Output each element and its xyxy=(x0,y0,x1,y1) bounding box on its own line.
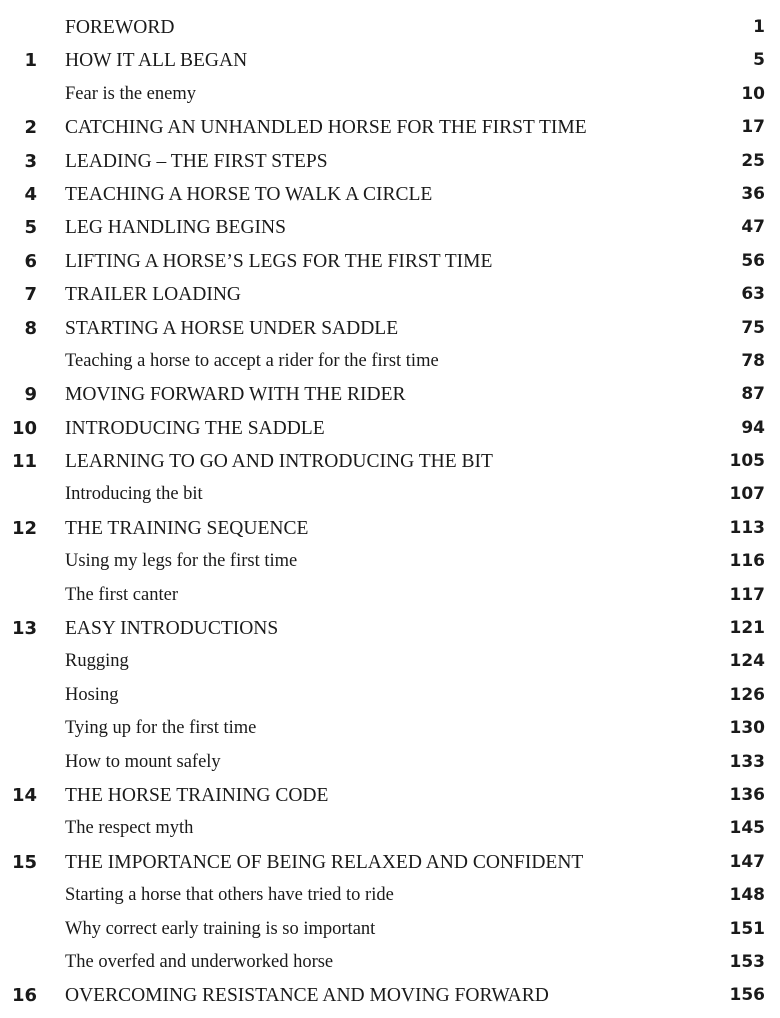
toc-chapter-row[interactable] xyxy=(0,380,780,413)
chapter-number: 13 xyxy=(11,618,37,640)
page-number: 47 xyxy=(741,217,765,238)
page-number: 117 xyxy=(729,584,765,605)
page-number: 113 xyxy=(729,517,765,538)
section-title[interactable]: Rugging xyxy=(65,651,129,672)
toc-section-row[interactable] xyxy=(0,480,780,513)
page-number: 151 xyxy=(729,918,765,939)
toc-chapter-row[interactable] xyxy=(0,147,780,180)
toc-chapter-row[interactable] xyxy=(0,213,780,246)
chapter-title[interactable]: INTRODUCING THE SADDLE xyxy=(65,417,325,439)
page-number: 75 xyxy=(741,317,765,338)
toc-chapter-row[interactable] xyxy=(0,414,780,447)
chapter-number: 4 xyxy=(24,183,37,205)
toc-chapter-row[interactable] xyxy=(0,247,780,280)
chapter-title[interactable]: OVERCOMING RESISTANCE AND MOVING FORWARD xyxy=(65,985,549,1007)
chapter-number: 2 xyxy=(24,117,37,139)
chapter-number: 6 xyxy=(24,250,37,272)
chapter-number: 12 xyxy=(11,517,37,539)
page-number: 126 xyxy=(729,684,765,705)
toc-chapter-row[interactable] xyxy=(0,13,780,46)
chapter-number: 15 xyxy=(11,851,37,873)
page-number: 17 xyxy=(741,117,765,138)
page-number: 147 xyxy=(729,851,765,872)
chapter-title[interactable]: LEARNING TO GO AND INTRODUCING THE BIT xyxy=(65,451,493,473)
page-number: 130 xyxy=(729,718,765,739)
page-number: 153 xyxy=(729,951,765,972)
page-number: 36 xyxy=(741,183,765,204)
chapter-title[interactable]: TRAILER LOADING xyxy=(65,284,242,306)
section-title[interactable]: Tying up for the first time xyxy=(65,718,257,739)
chapter-number: 9 xyxy=(24,384,37,406)
page-number: 121 xyxy=(729,618,765,639)
chapter-title[interactable]: LIFTING A HORSE’S LEGS FOR THE FIRST TIME xyxy=(65,250,493,272)
page-number: 156 xyxy=(729,985,765,1006)
chapter-number: 7 xyxy=(24,284,37,306)
toc-chapter-row[interactable] xyxy=(0,46,780,79)
page-number: 5 xyxy=(753,50,765,71)
toc-section-row[interactable] xyxy=(0,748,780,781)
chapter-title[interactable]: TEACHING A HORSE TO WALK A CIRCLE xyxy=(65,183,433,205)
page-number: 56 xyxy=(741,250,765,271)
chapter-title[interactable]: THE HORSE TRAINING CODE xyxy=(65,784,329,806)
page-number: 116 xyxy=(729,551,765,572)
toc-section-row[interactable] xyxy=(0,814,780,847)
section-title[interactable]: The respect myth xyxy=(65,818,194,839)
toc-chapter-row[interactable] xyxy=(0,614,780,647)
section-title[interactable]: Starting a horse that others have tried to ride xyxy=(65,885,394,906)
page-number: 78 xyxy=(741,350,765,371)
page-number: 25 xyxy=(741,150,765,171)
page-number: 105 xyxy=(729,451,765,472)
toc-section-row[interactable] xyxy=(0,647,780,680)
toc-section-row[interactable] xyxy=(0,581,780,614)
chapter-title[interactable]: STARTING A HORSE UNDER SADDLE xyxy=(65,317,399,339)
table-of-contents xyxy=(0,13,780,1015)
toc-chapter-row[interactable] xyxy=(0,180,780,213)
section-title[interactable]: The overfed and underworked horse xyxy=(65,951,334,972)
section-title[interactable]: Using my legs for the first time xyxy=(65,551,298,572)
section-title[interactable]: How to mount safely xyxy=(65,751,221,772)
toc-section-row[interactable] xyxy=(0,681,780,714)
toc-section-row[interactable] xyxy=(0,547,780,580)
chapter-number: 14 xyxy=(11,784,37,806)
toc-section-row[interactable] xyxy=(0,948,780,981)
page-number: 133 xyxy=(729,751,765,772)
toc-section-row[interactable] xyxy=(0,347,780,380)
section-title[interactable]: Teaching a horse to accept a rider for the first time xyxy=(65,350,439,371)
toc-chapter-row[interactable] xyxy=(0,280,780,313)
toc-chapter-row[interactable] xyxy=(0,447,780,480)
chapter-title[interactable]: CATCHING AN UNHANDLED HORSE FOR THE FIRST TIME xyxy=(65,117,587,139)
toc-chapter-row[interactable] xyxy=(0,848,780,881)
chapter-number: 16 xyxy=(11,985,37,1007)
page-number: 145 xyxy=(729,818,765,839)
chapter-number: 8 xyxy=(24,317,37,339)
toc-section-row[interactable] xyxy=(0,80,780,113)
chapter-title[interactable]: LEG HANDLING BEGINS xyxy=(65,217,286,239)
page-number: 148 xyxy=(729,885,765,906)
chapter-title[interactable]: LEADING – THE FIRST STEPS xyxy=(65,150,328,172)
chapter-number: 5 xyxy=(24,217,37,239)
toc-chapter-row[interactable] xyxy=(0,113,780,146)
chapter-number: 10 xyxy=(11,417,37,439)
chapter-title[interactable]: MOVING FORWARD WITH THE RIDER xyxy=(65,384,406,406)
page-number: 107 xyxy=(729,484,765,505)
section-title[interactable]: Fear is the enemy xyxy=(65,83,196,104)
chapter-title[interactable]: FOREWORD xyxy=(65,17,175,38)
chapter-number: 11 xyxy=(11,451,37,473)
page-number: 94 xyxy=(741,417,765,438)
page-number: 63 xyxy=(741,284,765,305)
page-number: 87 xyxy=(741,384,765,405)
chapter-number: 3 xyxy=(24,150,37,172)
chapter-title[interactable]: HOW IT ALL BEGAN xyxy=(65,50,248,72)
page-number: 124 xyxy=(729,651,765,672)
toc-section-row[interactable] xyxy=(0,881,780,914)
chapter-number: 1 xyxy=(24,50,37,72)
toc-chapter-row[interactable] xyxy=(0,781,780,814)
page-number: 136 xyxy=(729,784,765,805)
toc-chapter-row[interactable] xyxy=(0,314,780,347)
page-number: 1 xyxy=(753,17,765,37)
section-title[interactable]: Hosing xyxy=(65,684,119,705)
section-title[interactable]: Why correct early training is so important xyxy=(65,918,376,939)
page-number: 10 xyxy=(741,83,765,104)
chapter-title[interactable]: THE IMPORTANCE OF BEING RELAXED AND CONFIDENT xyxy=(65,851,584,873)
section-title[interactable]: Introducing the bit xyxy=(65,484,203,505)
toc-section-row[interactable] xyxy=(0,915,780,948)
toc-chapter-row[interactable] xyxy=(0,514,780,547)
chapter-title[interactable]: THE TRAINING SEQUENCE xyxy=(65,517,309,539)
toc-chapter-row[interactable] xyxy=(0,981,780,1014)
toc-section-row[interactable] xyxy=(0,714,780,747)
section-title[interactable]: The first canter xyxy=(65,584,178,605)
chapter-title[interactable]: EASY INTRODUCTIONS xyxy=(65,618,279,640)
